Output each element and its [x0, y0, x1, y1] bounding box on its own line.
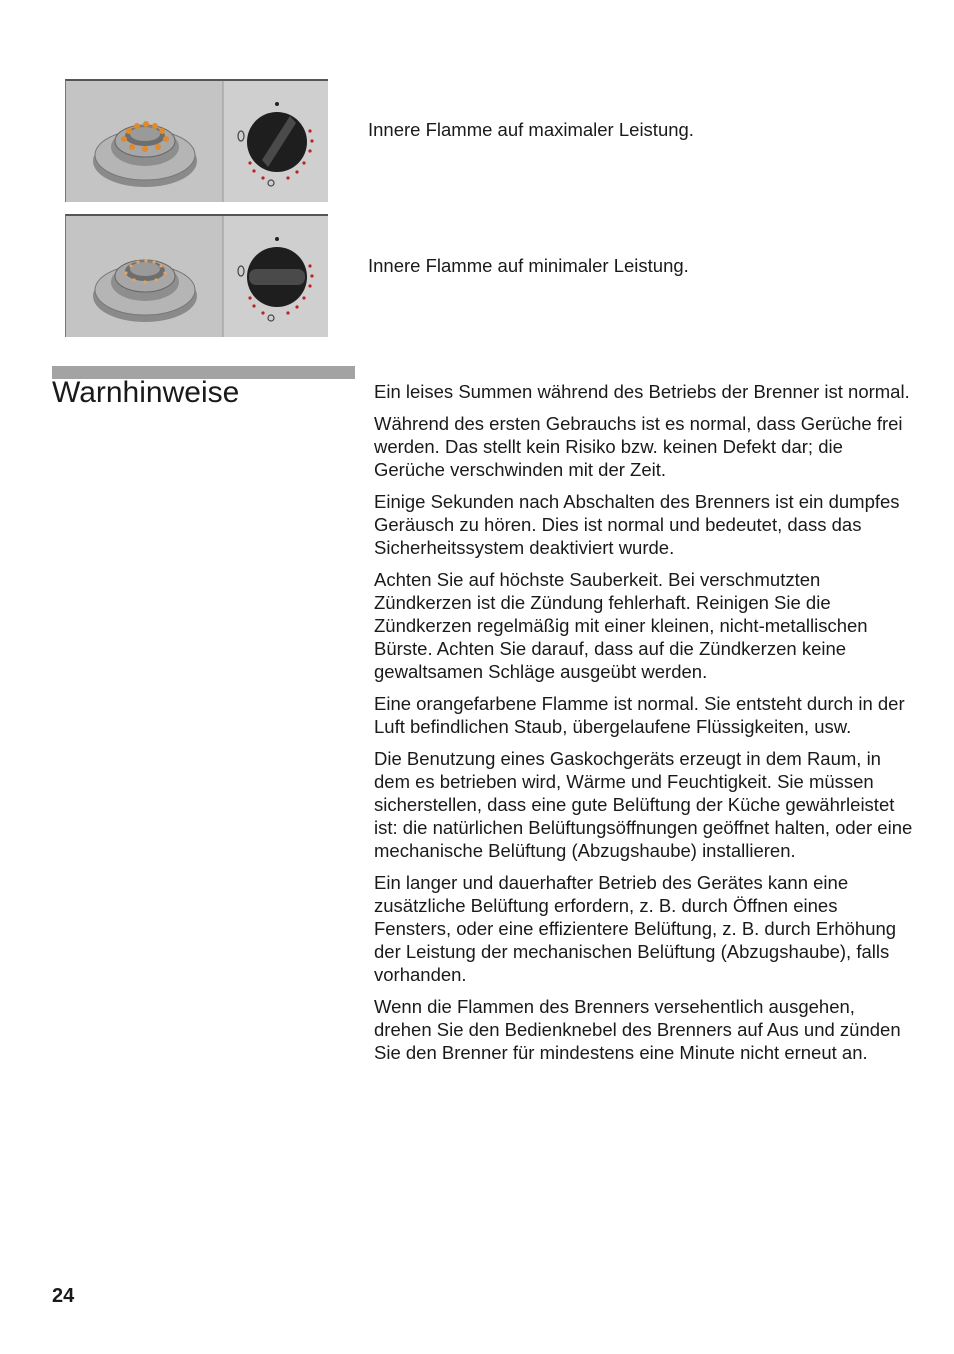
paragraph: Wenn die Flammen des Brenners versehentlich ausgehen, drehen Sie den Bedienknebel des Brenners auf Aus und zünden Sie den Brenner für mindestens eine Minute nicht erneut an. [374, 996, 901, 1063]
paragraph: Während des ersten Gebrauchs ist es normal, dass Gerüche frei werden. Das stellt kein Risiko bzw. keinen Defekt dar; die Gerüche verschwinden mit der Zeit. [374, 413, 903, 480]
section-heading: Warnhinweise [52, 376, 240, 409]
section-body [374, 380, 914, 1073]
burner-figure-max [65, 79, 328, 202]
paragraph: Die Benutzung eines Gaskochgeräts erzeugt in dem Raum, in dem es betrieben wird, Wärme und Feuchtigkeit. Sie müssen sicherstellen, dass eine gute Belüftung der Küche gewährleistet ist: die natürlichen Belüftungsöffnungen geöffnet halten, oder eine mechanische Belüftung (Abzugshaube) installieren. [374, 748, 913, 861]
paragraph: Eine orangefarbene Flamme ist normal. Sie entsteht durch in der Luft befindlichen Staub, übergelaufene Flüssigkeiten, usw. [374, 693, 905, 737]
paragraph: Ein langer und dauerhafter Betrieb des Gerätes kann eine zusätzliche Belüftung erfordern, z. B. durch Öffnen eines Fensters, oder eine effizientere Belüftung, z. B. durch Erhöhung der Leistung der mechanischen Belüftung (Abzugshaube), falls vorhanden. [374, 872, 897, 985]
burner-figure-min [65, 214, 328, 337]
paragraph: Achten Sie auf höchste Sauberkeit. Bei verschmutzten Zündkerzen ist die Zündung fehlerhaft. Reinigen Sie die Zündkerzen regelmäßig mit einer kleinen, nicht-metallischen Bürste. Achten Sie darauf, dass auf die Zündkerzen keine gewaltsamen Schläge ausgeübt werden. [374, 569, 868, 682]
paragraph: Ein leises Summen während des Betriebs der Brenner ist normal. [374, 381, 910, 402]
paragraph: Einige Sekunden nach Abschalten des Brenners ist ein dumpfes Geräusch zu hören. Dies ist normal und bedeutet, dass das Sicherheitssystem deaktiviert wurde. [374, 491, 900, 558]
figure-caption-max: Innere Flamme auf maximaler Leistung. [368, 119, 694, 140]
page-number: 24 [52, 1285, 75, 1307]
figure-caption-min: Innere Flamme auf minimaler Leistung. [368, 255, 689, 276]
